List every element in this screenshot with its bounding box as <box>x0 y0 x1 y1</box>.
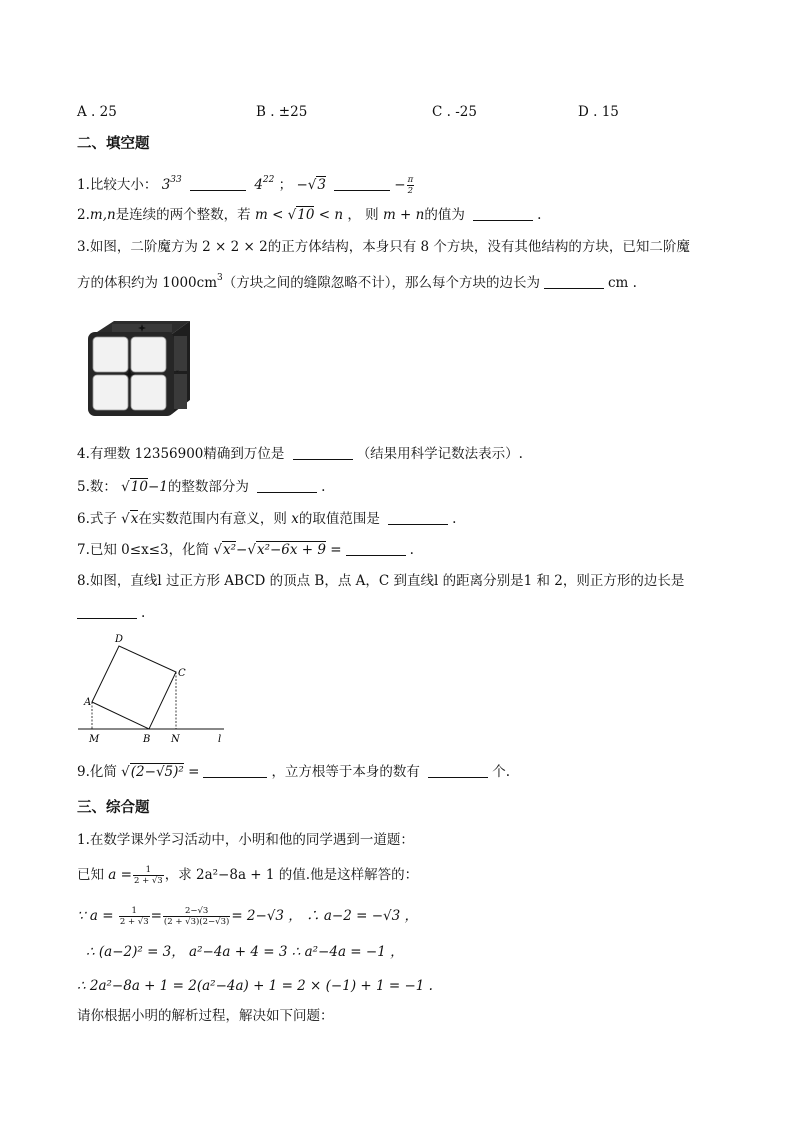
label-a: A <box>84 697 92 708</box>
q3-unit: cm . <box>608 275 637 291</box>
s3-question-1-line-2: 已知 a = $\frac{1}{2 + √3}$ ，求 2a²−8a + 1 的值.他是这样解答的： <box>77 865 419 886</box>
answer-blank[interactable] <box>388 510 448 525</box>
question-3-line-2: 方的体积约为 $1000cm^3$（方块之间的缝隙忽略不计），那么每个方块的边长为 cm . <box>77 273 637 291</box>
question-1: 1.比较大小： $3^{33}$ $4^{22}$ ； −√3 − $\frac{\pi}{2}$ <box>77 175 414 196</box>
s3q1-text: 已知 <box>77 867 109 883</box>
answer-blank[interactable] <box>473 206 533 221</box>
q4-tail: （结果用科学记数法表示）. <box>356 446 523 462</box>
q9-prefix: 9.化简 <box>77 764 122 780</box>
q8-end: . <box>141 605 146 621</box>
option-b: B . ±25 <box>256 104 308 120</box>
q6-text: 在实数范围内有意义，则 <box>138 511 292 527</box>
answer-blank[interactable] <box>203 763 267 778</box>
s3-question-1-line-1: 1.在数学课外学习活动中，小明和他的同学遇到一道题： <box>77 832 414 848</box>
label-m: M <box>89 734 100 745</box>
q2-end: . <box>537 207 542 223</box>
label-d: D <box>115 634 124 645</box>
rubiks-cube-figure <box>84 318 194 418</box>
q9-end: 个. <box>492 764 511 780</box>
q7-prefix: 7.已知 0≤x≤3，化简 <box>77 542 214 558</box>
answer-blank[interactable] <box>334 176 390 191</box>
question-3-line-1: 3.如图，二阶魔方为 2 × 2 × 2的正方体结构，本身只有 8 个方块，没有其他结构的方块，已知二阶魔 <box>77 239 690 255</box>
option-c: C . -25 <box>432 104 477 120</box>
question-8-line-2 <box>77 603 145 623</box>
question-2: 2.m,n是连续的两个整数，若 m < √10 < n ， 则 m + n的值为 . <box>77 207 542 223</box>
s3-question-1-line-4: ∴ (a−2)² = 3， a²−4a + 4 = 3 ∴ a²−4a = −1 ， <box>86 944 404 960</box>
s3-question-1-line-5: ∴ 2a²−8a + 1 = 2(a²−4a) + 1 = 2 × (−1) + 1 = −1 . <box>77 978 433 994</box>
q2-text-2: ， 则 <box>343 207 383 223</box>
answer-blank[interactable] <box>190 176 246 191</box>
q5-end: . <box>321 479 326 495</box>
q4-text: 4.有理数 12356900精确到万位是 <box>77 446 289 462</box>
q1-prefix: 1.比较大小： <box>77 177 158 193</box>
question-9: 9.化简 √(2−√5)² = ，立方根等于本身的数有 个. <box>77 764 511 780</box>
q2-number: 2. <box>77 207 90 223</box>
option-a: A . 25 <box>77 104 117 120</box>
q2-text: 是连续的两个整数，若 <box>115 207 255 223</box>
q3-text: 方的体积约为 1000cm <box>77 275 218 291</box>
section-heading-fill-blank: 二、填空题 <box>77 136 150 152</box>
question-6: 6.式子 √x在实数范围内有意义，则 x的取值范围是 . <box>77 511 457 527</box>
answer-blank[interactable] <box>257 478 317 493</box>
label-n: N <box>171 734 180 745</box>
question-8-line-1: 8.如图，直线l 过正方形 ABCD 的顶点 B，点 A，C 到直线l 的距离分别是1 和 2，则正方形的边长是 <box>77 573 685 589</box>
square-geometry-figure <box>76 628 236 746</box>
q6-text-2: 的取值范围是 <box>298 511 385 527</box>
label-c: C <box>178 668 186 679</box>
q6-end: . <box>452 511 457 527</box>
q2-text-3: 的值为 <box>424 207 470 223</box>
q9-text: ，立方根等于本身的数有 <box>271 764 425 780</box>
question-7: 7.已知 0≤x≤3，化简 √x²−√x²−6x + 9 = . <box>77 542 414 558</box>
label-l: l <box>218 734 222 745</box>
section-heading-comprehensive: 三、综合题 <box>77 800 150 816</box>
q5-prefix: 5.数： <box>77 479 122 495</box>
s3q1-eq-a: ∵ a = <box>77 908 114 924</box>
question-5: 5.数： √10−1的整数部分为 . <box>77 479 326 495</box>
answer-blank[interactable] <box>544 274 604 289</box>
q1-separator: ； <box>278 177 293 193</box>
question-4 <box>77 444 523 464</box>
s3q1-text-2: ，求 2a²−8a + 1 的值.他是这样解答的： <box>164 867 419 883</box>
q7-end: . <box>409 542 414 558</box>
q6-prefix: 6.式子 <box>77 511 122 527</box>
answer-blank[interactable] <box>77 604 137 619</box>
answer-blank[interactable] <box>293 445 353 460</box>
q3-text-2: （方块之间的缝隙忽略不计），那么每个方块的边长为 <box>222 275 540 291</box>
answer-blank[interactable] <box>428 763 488 778</box>
label-b: B <box>143 734 151 745</box>
s3q1-eq-b: = 2−√3 ， ∴ a−2 = −√3 ， <box>231 908 419 924</box>
option-d: D . 15 <box>578 104 619 120</box>
s3-question-1-line-6: 请你根据小明的解析过程，解决如下问题： <box>77 1008 334 1024</box>
answer-blank[interactable] <box>346 541 406 556</box>
s3-question-1-line-3: ∵ a = $\frac{1}{2 + √3}$ = $\frac{2-√3}{(2 + √3)(2-√3)}$ = 2−√3 ， ∴ a−2 = −√3 ， <box>77 906 419 927</box>
q5-text: 的整数部分为 <box>167 479 254 495</box>
